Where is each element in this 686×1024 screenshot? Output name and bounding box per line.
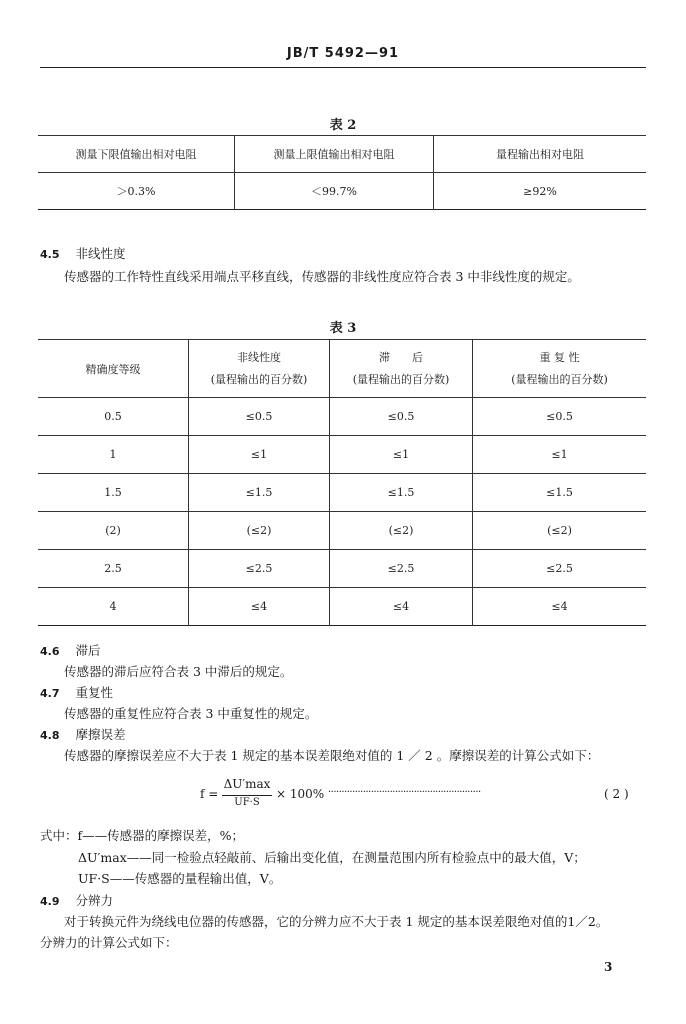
- where-clause-line1: [40, 826, 244, 844]
- table-row: [38, 588, 646, 626]
- fraction-bar: [222, 795, 272, 796]
- section-title: 非线性度: [75, 246, 126, 261]
- where-definition: f——传感器的摩擦误差，%；: [77, 828, 245, 843]
- table-row: [38, 512, 646, 550]
- table-cell: ≤2.5: [473, 550, 647, 588]
- section-4-5-heading: [40, 244, 126, 262]
- header-line: (量程输出的百分数): [511, 372, 608, 386]
- header-line: 重 复 性: [539, 350, 580, 364]
- section-4-6-text: 传感器的滞后应符合表 3 中滞后的规定。: [64, 664, 293, 679]
- section-4-8-text: 传感器的摩擦误差应不大于表 1 规定的基本误差限绝对值的 1 ／ 2 。摩擦误差的计算公式如下：: [64, 748, 600, 763]
- header-line: (量程输出的百分数): [352, 372, 450, 386]
- table3-header-hysteresis: [330, 340, 473, 398]
- table-cell: ≤4: [330, 588, 473, 626]
- table2-value-lower: ＞0.3%: [38, 173, 235, 210]
- formula-number: ( 2 ): [604, 787, 629, 801]
- where-clause-line3: UF·S——传感器的量程输出值，V。: [78, 871, 282, 886]
- table-cell: 2.5: [38, 550, 189, 588]
- table2: [38, 135, 646, 210]
- section-number: 4.8: [40, 729, 60, 742]
- table3-header-grade: 精确度等级: [38, 340, 189, 398]
- section-4-7-heading: [40, 683, 113, 701]
- table-cell: ≤0.5: [473, 398, 647, 436]
- table2-value-upper: ＜99.7%: [235, 173, 434, 210]
- table-cell: (2): [38, 512, 189, 550]
- table-cell: ≤1: [330, 436, 473, 474]
- table3: [38, 339, 646, 626]
- section-4-9-heading: [40, 891, 113, 909]
- document-header: JB/T 5492—91: [286, 46, 400, 61]
- section-number: 4.9: [40, 895, 60, 908]
- where-clause-line2: ΔU′max——同一检验点轻敲前、后输出变化值，在测量范围内所有检验点中的最大值，V；: [78, 850, 586, 865]
- header-rule: [40, 67, 646, 68]
- table-cell: (≤2): [189, 512, 330, 550]
- table-cell: 4: [38, 588, 189, 626]
- table-cell: ≤2.5: [189, 550, 330, 588]
- header-line: (量程输出的百分数): [210, 372, 308, 386]
- table-cell: ≤1.5: [330, 474, 473, 512]
- table-cell: (≤2): [330, 512, 473, 550]
- section-4-5-text: 传感器的工作特性直线采用端点平移直线，传感器的非线性度应符合表 3 中非线性度的规定。: [64, 269, 580, 284]
- section-title: 分辨力: [75, 893, 113, 908]
- header-line: 滞 后: [379, 350, 423, 364]
- formula-lhs: f =: [200, 787, 219, 801]
- section-title: 滞后: [75, 643, 101, 658]
- section-4-8-heading: [40, 725, 126, 743]
- section-title: 摩擦误差: [75, 727, 126, 742]
- table-cell: ≤1.5: [189, 474, 330, 512]
- table-cell: ≤0.5: [189, 398, 330, 436]
- table-row: [38, 474, 646, 512]
- table-cell: 1.5: [38, 474, 189, 512]
- table-cell: ≤1: [189, 436, 330, 474]
- table3-header-repeatability: [473, 340, 647, 398]
- formula-numerator: ΔU′max: [223, 777, 271, 791]
- section-4-9-text: 对于转换元件为绕线电位器的传感器，它的分辨力应不大于表 1 规定的基本误差限绝对值的1／2。: [64, 914, 609, 929]
- section-4-6-heading: [40, 641, 101, 659]
- table-cell: ≤4: [189, 588, 330, 626]
- table-row: [38, 436, 646, 474]
- table-cell: 0.5: [38, 398, 189, 436]
- section-number: 4.7: [40, 687, 60, 700]
- table2-header-span: 量程输出相对电阻: [434, 136, 647, 173]
- where-prefix: 式中：: [40, 828, 78, 843]
- section-4-7-text: 传感器的重复性应符合表 3 中重复性的规定。: [64, 706, 318, 721]
- table-cell: ≤2.5: [330, 550, 473, 588]
- page-number: 3: [604, 960, 613, 974]
- formula-factor: × 100%: [276, 787, 325, 801]
- section-4-9-text-2: 分辨力的计算公式如下：: [40, 935, 178, 950]
- table2-header-upper: 测量上限值输出相对电阻: [235, 136, 434, 173]
- table-cell: ≤1.5: [473, 474, 647, 512]
- table-cell: 1: [38, 436, 189, 474]
- table3-header-nonlinearity: [189, 340, 330, 398]
- section-number: 4.5: [40, 248, 60, 261]
- table-row: [38, 550, 646, 588]
- table2-header-lower: 测量下限值输出相对电阻: [38, 136, 235, 173]
- formula-leader-dots: ·························································: [328, 787, 481, 798]
- table2-value-span: ≥92%: [434, 173, 647, 210]
- table-cell: (≤2): [473, 512, 647, 550]
- formula-denominator: UF·S: [234, 797, 260, 808]
- table-cell: ≤1: [473, 436, 647, 474]
- table-cell: ≤0.5: [330, 398, 473, 436]
- table-cell: ≤4: [473, 588, 647, 626]
- table-row: [38, 398, 646, 436]
- table2-caption: 表 2: [329, 118, 357, 133]
- section-number: 4.6: [40, 645, 60, 658]
- section-title: 重复性: [75, 685, 113, 700]
- table3-caption: 表 3: [329, 321, 357, 336]
- header-line: 非线性度: [237, 350, 281, 364]
